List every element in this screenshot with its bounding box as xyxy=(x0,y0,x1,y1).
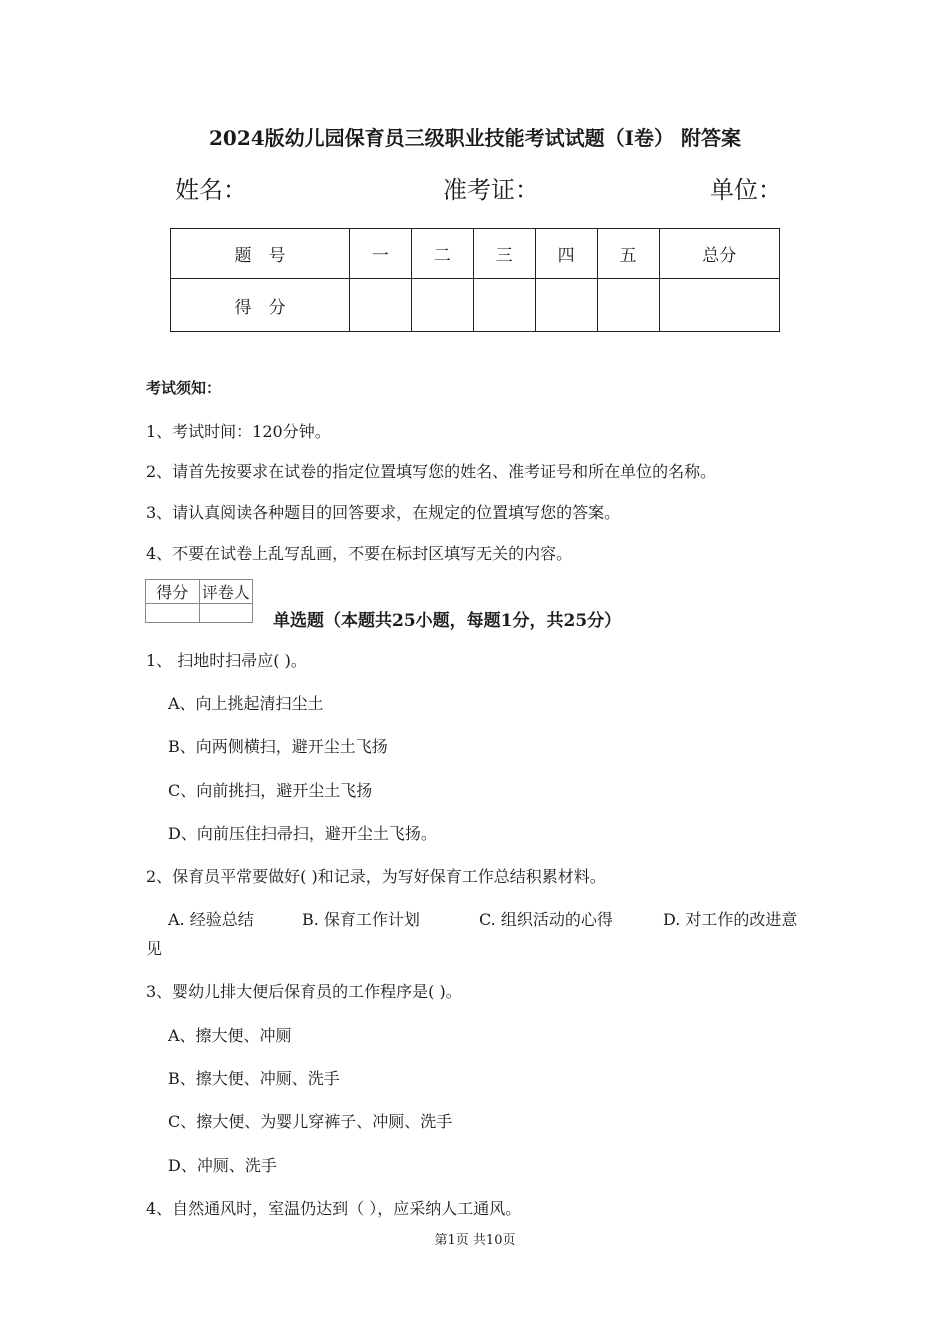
score-cell[interactable] xyxy=(597,279,659,332)
question-1-stem: 1、 扫地时扫帚应( )。 xyxy=(146,651,307,670)
grader-name-cell[interactable] xyxy=(199,604,253,623)
question-2-stem: 2、保育员平常要做好( )和记录，为写好保育工作总结积累材料。 xyxy=(146,867,606,886)
grader-box xyxy=(145,579,253,623)
score-cell[interactable] xyxy=(473,279,535,332)
grader-score-cell[interactable] xyxy=(146,604,200,623)
grader-score-label: 得分 xyxy=(146,580,200,604)
score-table-header-4: 四 xyxy=(535,229,597,279)
question-1-option-a: A、向上挑起清扫尘土 xyxy=(168,694,324,713)
grader-name-label: 评卷人 xyxy=(199,580,253,604)
question-2-option-a: A. 经验总结 xyxy=(168,910,254,929)
score-table-header-2: 二 xyxy=(411,229,473,279)
score-table-score-row xyxy=(171,279,780,332)
score-table-header-label: 题 号 xyxy=(171,229,350,279)
question-2-option-c: C. 组织活动的心得 xyxy=(479,910,613,929)
question-3-stem: 3、婴幼儿排大便后保育员的工作程序是( )。 xyxy=(146,982,462,1001)
notice-item: 2、请首先按要求在试卷的指定位置填写您的姓名、准考证号和所在单位的名称。 xyxy=(146,462,717,481)
question-1-option-c: C、向前挑扫，避开尘土飞扬 xyxy=(168,781,373,800)
notice-item: 1、考试时间：120分钟。 xyxy=(146,422,331,441)
question-3-option-c: C、擦大便、为婴儿穿裤子、冲厕、洗手 xyxy=(168,1112,453,1131)
score-cell[interactable] xyxy=(659,279,779,332)
question-1-option-d: D、向前压住扫帚扫，避开尘土飞扬。 xyxy=(168,824,437,843)
document-title: 2024版幼儿园保育员三级职业技能考试试题（I卷） 附答案 xyxy=(209,126,741,150)
question-2-option-d-wrap: 见 xyxy=(146,939,163,958)
question-2-option-d: D. 对工作的改进意 xyxy=(663,910,798,929)
score-row-label: 得 分 xyxy=(171,279,350,332)
question-3-option-d: D、冲厕、洗手 xyxy=(168,1156,277,1175)
score-cell[interactable] xyxy=(411,279,473,332)
score-table-header-row xyxy=(171,229,780,279)
score-table-header-3: 三 xyxy=(473,229,535,279)
unit-field-label: 单位： xyxy=(710,176,782,204)
score-table-header-1: 一 xyxy=(349,229,411,279)
score-cell[interactable] xyxy=(535,279,597,332)
question-1-option-b: B、向两侧横扫，避开尘土飞扬 xyxy=(168,737,388,756)
score-table-header-total: 总分 xyxy=(659,229,779,279)
question-2-option-b: B. 保育工作计划 xyxy=(302,910,420,929)
question-3-option-b: B、擦大便、冲厕、洗手 xyxy=(168,1069,340,1088)
score-cell[interactable] xyxy=(349,279,411,332)
question-3-option-a: A、擦大便、冲厕 xyxy=(168,1026,292,1045)
notice-item: 3、请认真阅读各种题目的回答要求，在规定的位置填写您的答案。 xyxy=(146,503,621,522)
notice-item: 4、不要在试卷上乱写乱画，不要在标封区填写无关的内容。 xyxy=(146,544,573,563)
section-title: 单选题（本题共25小题，每题1分，共25分） xyxy=(273,611,622,631)
question-4-stem: 4、自然通风时，室温仍达到（ ），应采纳人工通风。 xyxy=(146,1199,522,1218)
notice-heading: 考试须知： xyxy=(146,379,222,397)
page-footer: 第1页 共10页 xyxy=(434,1233,516,1248)
name-field-label: 姓名： xyxy=(175,176,247,204)
exam-id-field-label: 准考证： xyxy=(443,176,539,204)
score-table-header-5: 五 xyxy=(597,229,659,279)
score-table xyxy=(170,228,780,332)
